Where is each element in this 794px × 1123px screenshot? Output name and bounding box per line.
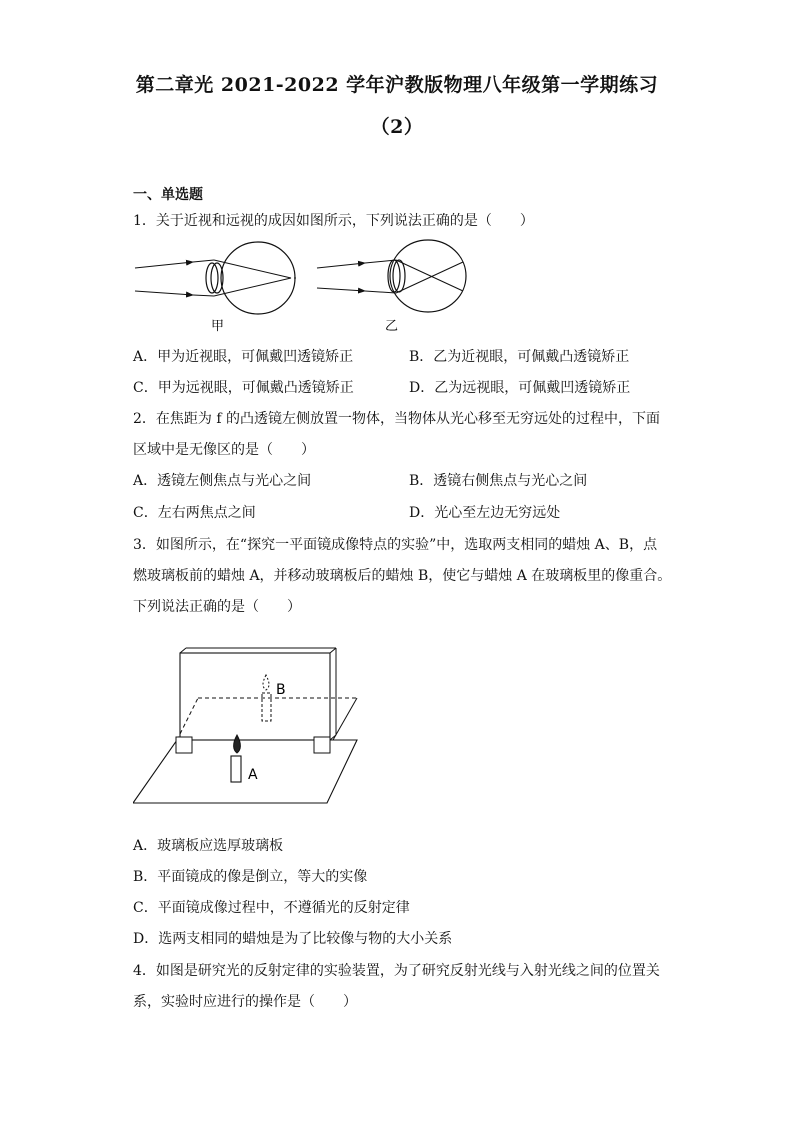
fig-label-yi: 乙 <box>385 319 399 334</box>
q3-stem-line2: 燃玻璃板前的蜡烛 A，并移动玻璃板后的蜡烛 B，使它与蜡烛 A 在玻璃板里的像重合。 <box>133 568 672 584</box>
q1-eye-diagram <box>133 236 483 338</box>
q2-option-b: B．透镜右侧焦点与光心之间 <box>409 473 588 489</box>
q3-stem-line1: 3．如图所示，在“探究一平面镜成像特点的实验”中，选取两支相同的蜡烛 A、B，点 <box>133 537 658 553</box>
q3-mirror-diagram <box>133 643 363 813</box>
q3-option-b: B．平面镜成的像是倒立，等大的实像 <box>133 869 368 885</box>
eye-left-diagram <box>135 242 296 314</box>
q2-option-c: C．左右两焦点之间 <box>133 505 256 521</box>
page-title-line1: 第二章光 2021-2022 学年沪教版物理八年级第一学期练习 <box>135 74 659 96</box>
q1-option-a: A．甲为近视眼，可佩戴凹透镜矫正 <box>133 349 354 365</box>
q2-stem-line2: 区域中是无像区的是（ ） <box>133 442 315 458</box>
q4-stem-line1: 4．如图是研究光的反射定律的实验装置，为了研究反射光线与入射光线之间的位置关 <box>133 963 660 979</box>
fig-label-b: B <box>276 682 286 698</box>
q2-stem-line1: 2．在焦距为 f 的凸透镜左侧放置一物体，当物体从光心移至无穷远处的过程中，下面 <box>133 411 660 427</box>
q1-option-b: B．乙为近视眼，可佩戴凸透镜矫正 <box>409 349 630 365</box>
q1-stem: 1．关于近视和远视的成因如图所示，下列说法正确的是（ ） <box>133 213 534 229</box>
q3-option-c: C．平面镜成像过程中，不遵循光的反射定律 <box>133 900 410 916</box>
section-heading: 一、单选题 <box>133 187 203 203</box>
eye-right-diagram <box>317 240 466 312</box>
q3-option-d: D．选两支相同的蜡烛是为了比较像与物的大小关系 <box>133 931 453 947</box>
q2-option-a: A．透镜左侧焦点与光心之间 <box>133 473 312 489</box>
fig-label-a: A <box>248 767 258 783</box>
glass-plate <box>180 653 330 740</box>
q4-stem-line2: 系，实验时应进行的操作是（ ） <box>133 994 357 1010</box>
q1-option-d: D．乙为远视眼，可佩戴凹透镜矫正 <box>409 380 631 396</box>
page-title-line2: （2） <box>370 116 424 138</box>
q1-option-c: C．甲为远视眼，可佩戴凸透镜矫正 <box>133 380 354 396</box>
candle-a <box>231 735 258 783</box>
q2-option-d: D．光心至左边无穷远处 <box>409 505 561 521</box>
q3-option-a: A．玻璃板应选厚玻璃板 <box>133 838 284 854</box>
q3-stem-line3: 下列说法正确的是（ ） <box>133 599 301 615</box>
fig-label-jia: 甲 <box>211 319 225 334</box>
